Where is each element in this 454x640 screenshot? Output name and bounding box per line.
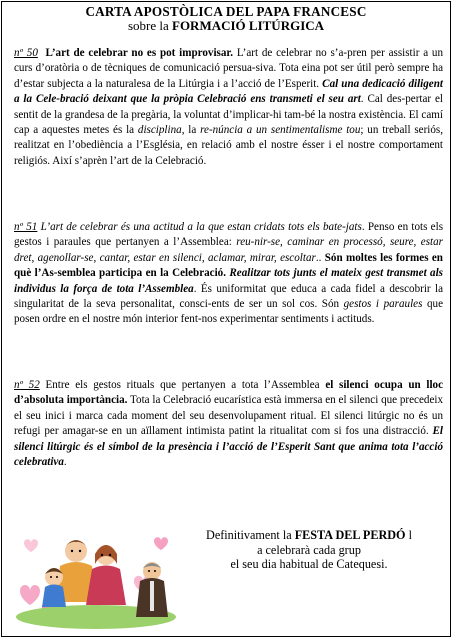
festival-name: FESTA DEL PERDÓ [294, 528, 406, 542]
header-subtitle: sobre la FORMACIÓ LITÚRGICA [127, 18, 325, 33]
paragraph-number: nº 52 [14, 379, 40, 391]
paragraph-number: nº 51 [14, 221, 38, 233]
header-title: CARTA APOSTÒLICA DEL PAPA FRANCESC [85, 4, 367, 19]
header-subtitle-bold: FORMACIÓ LITÚRGICA [172, 18, 325, 33]
paragraph-51: nº 51 L’art de celebrar és una actitud a la que estan cridats tots els bate-jats. Penso en tots els gestos i paraules que pertanyen a l’Assemblea: reu-nir-se, caminar en processó, seure, estar dret, agenollar-se, cantar, estar en silenci, aclamar, mirar, escoltar.. Són moltes les formes en què l’As-semblea participa en la Celebració. Realitzar tots junts el mateix gest transmet als individus la força de tota l’Assemblea. És uniformitat que educa a cada fidel a descobrir la singularitat de la seva personalitat, consci-ents de ser un sol cos. Són gestos i paraules que posen ordre en el nostre món interior fent-nos experimentar sentiments i actituds. [14, 221, 444, 326]
footer-line-3: el seu dia habitual de Catequesi. [230, 557, 388, 572]
document-header [2, 5, 450, 33]
footer-line-1: Definitivament la FESTA DEL PERDÓ l [206, 528, 412, 542]
paragraph-number: nº 50 [14, 47, 38, 59]
footer-line-2: a celebrarà cada grup [257, 542, 361, 557]
paragraph-50: nº 50 L’art de celebrar no es pot improvisar. L’art de celebrar no s’a-pren per assistir a un curs d’oratòria o de tècniques de comunicació persua-siva. Tota eina pot ser útil però sempre ha d’estar subjecta a la naturalesa de la Litúrgia i a l’acció de l’Esperit. Cal una dedicació diligent a la Cele-bració deixant que la pròpia Celebració ens transmeti el seu art. Cal des-pertar el sentit de la grandesa de la pregària, la voluntat d’implicar-hi tam-bé la nostra existència. El camí cap a aquestes metes és la disciplina, la re-núncia a un sentimentalisme tou; un treball seriós, realitzat en l’obediència a l’Església, en relació amb el nostre ésser i el nostre comportament religiós. Així s’aprèn l’art de la Celebració. [14, 47, 444, 167]
paragraph-52: nº 52 Entre els gestos rituals que pertanyen a tota l’Assemblea el silenci ocupa un lloc d’absoluta importància. Tota la Celebració eucarística està immersa en el silenci que precedeix el seu inici i marca cada moment del seu desenvolupament ritual. El silenci litúrgic no és un refugi per amagar-se en un aïllament intimista patint la ritualitat com si fos una distracció. El silenci litúrgic és el símbol de la presència i l’acció de l’Esperit Sant que anima tota l’acció celebrativa. [14, 379, 444, 469]
document-page [1, 1, 451, 637]
family-illustration [14, 521, 179, 629]
footer-note [180, 528, 438, 572]
